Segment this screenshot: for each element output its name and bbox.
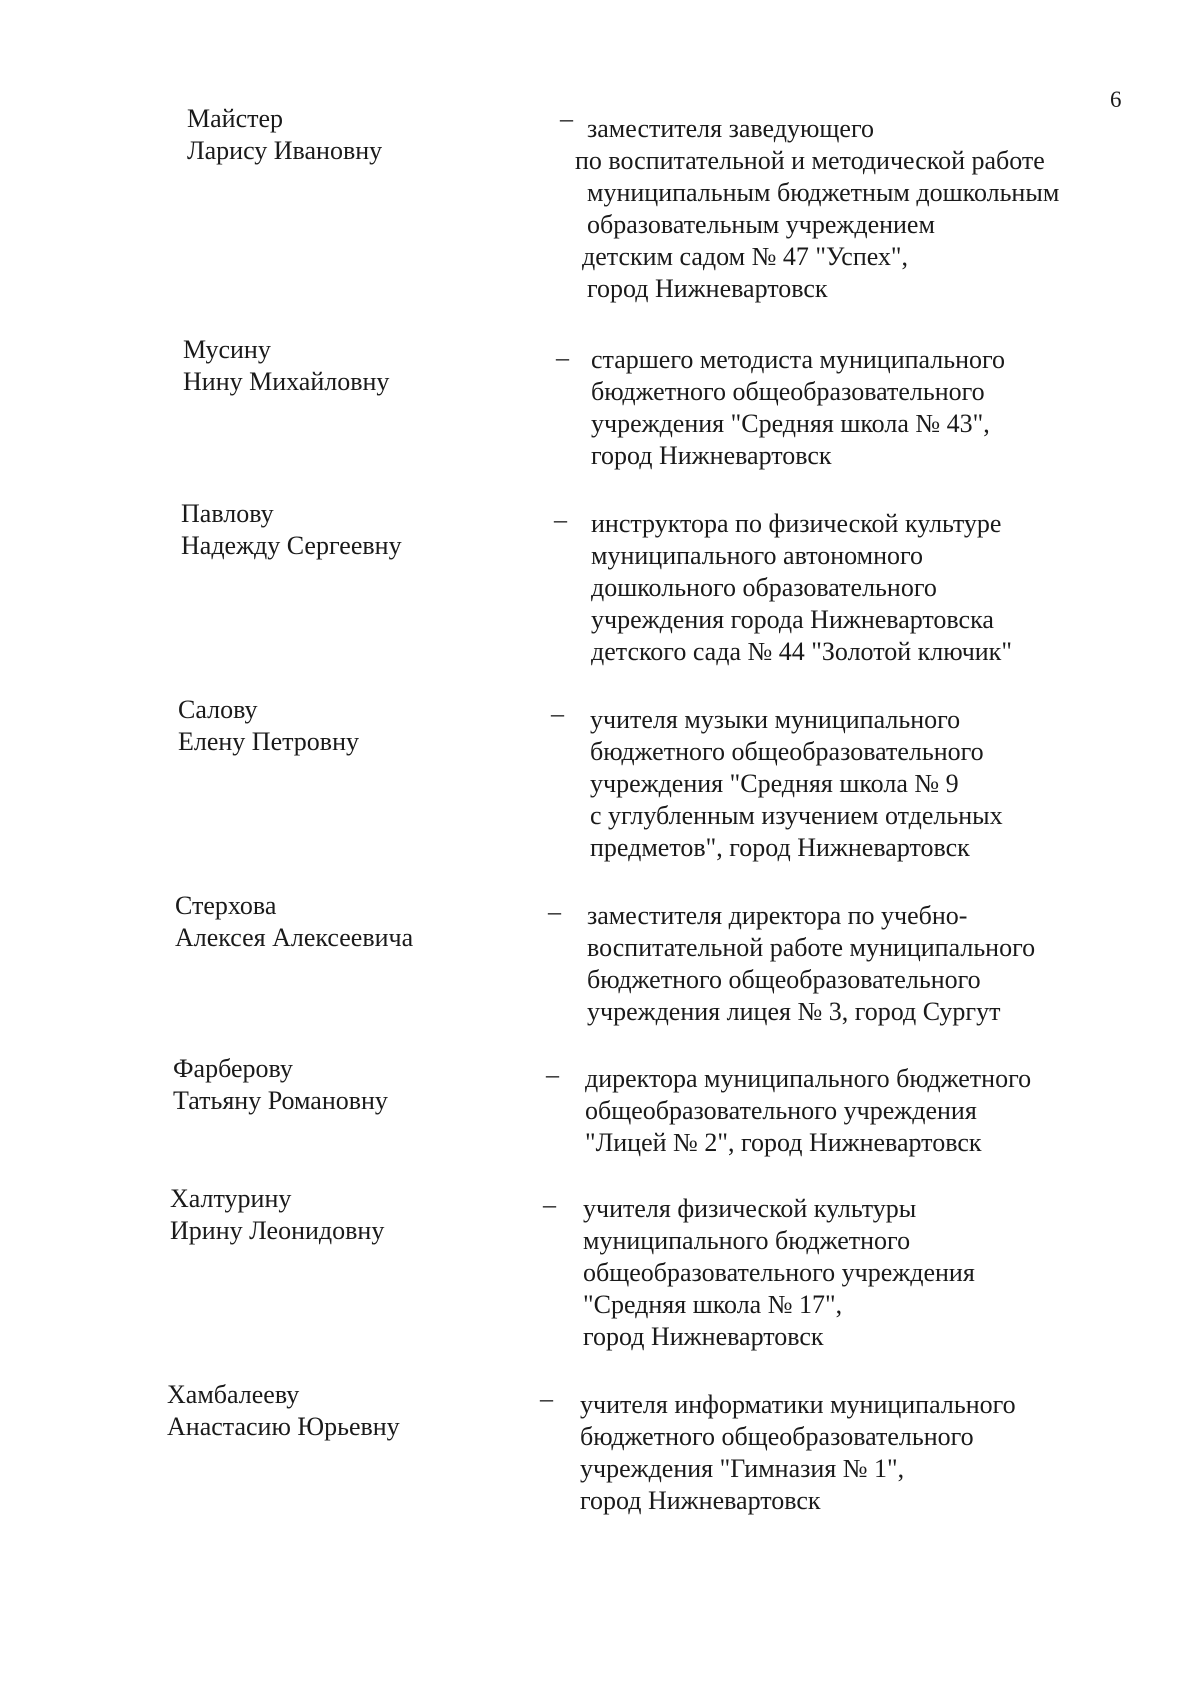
given-names: Татьяну Романовну	[173, 1086, 388, 1115]
separator-dash: –	[556, 343, 569, 372]
separator-dash: –	[551, 699, 564, 728]
description-line: общеобразовательного учреждения	[585, 1096, 977, 1125]
surname: Павлову	[181, 499, 274, 528]
description-line: детским садом № 47 "Успех",	[582, 242, 909, 271]
given-names: Надежду Сергеевну	[181, 531, 402, 560]
person-name	[183, 334, 543, 398]
description-line: старшего методиста муниципального	[591, 345, 1006, 374]
description-line: предметов", город Нижневартовск	[590, 833, 970, 862]
person-name	[167, 1379, 527, 1443]
description-line: учреждения "Средняя школа № 9	[590, 769, 959, 798]
appointment-entry	[178, 694, 1200, 894]
position-description	[583, 1193, 1123, 1353]
position-description	[591, 344, 1131, 472]
description-line: бюджетного общеобразовательного	[587, 965, 981, 994]
person-name	[170, 1183, 530, 1247]
appointment-entry	[167, 1379, 1200, 1579]
description-line: общеобразовательного учреждения	[583, 1258, 975, 1287]
description-line: муниципального бюджетного	[583, 1226, 911, 1255]
given-names: Ларису Ивановну	[187, 136, 383, 165]
appointment-entry	[170, 1183, 1200, 1383]
description-line: дошкольного образовательного	[591, 573, 937, 602]
description-line: учреждения "Гимназия № 1",	[580, 1454, 905, 1483]
description-line: бюджетного общеобразовательного	[591, 377, 985, 406]
description-line: бюджетного общеобразовательного	[580, 1422, 974, 1451]
position-description	[585, 1063, 1125, 1159]
person-name	[175, 890, 535, 954]
description-line: воспитательной работе муниципального	[587, 933, 1036, 962]
position-description	[587, 900, 1127, 1028]
description-line: детского сада № 44 "Золотой ключик"	[591, 637, 1012, 666]
surname: Стерхова	[175, 891, 277, 920]
separator-dash: –	[543, 1190, 556, 1219]
appointment-entry	[187, 103, 1200, 303]
given-names: Нину Михайловну	[183, 367, 390, 396]
separator-dash: –	[548, 897, 561, 926]
person-name	[173, 1053, 533, 1117]
person-name	[187, 103, 547, 167]
position-description	[575, 113, 1127, 305]
person-name	[181, 498, 541, 562]
description-line: город Нижневартовск	[583, 1322, 824, 1351]
description-line: учреждения "Средняя школа № 43",	[591, 409, 990, 438]
description-line: "Лицей № 2", город Нижневартовск	[585, 1128, 982, 1157]
person-name	[178, 694, 538, 758]
separator-dash: –	[560, 104, 573, 133]
given-names: Алексея Алексеевича	[175, 923, 414, 952]
description-line: учителя музыки муниципального	[590, 705, 961, 734]
surname: Салову	[178, 695, 258, 724]
description-line: учителя физической культуры	[583, 1194, 917, 1223]
surname: Мусину	[183, 335, 271, 364]
page-number: 6	[1110, 87, 1122, 112]
description-line: заместителя заведующего	[587, 114, 874, 143]
appointment-entry	[181, 498, 1200, 698]
separator-dash: –	[540, 1384, 553, 1413]
separator-dash: –	[546, 1060, 559, 1089]
surname: Майстер	[187, 104, 284, 133]
description-line: директора муниципального бюджетного	[585, 1064, 1032, 1093]
given-names: Ирину Леонидовну	[170, 1216, 385, 1245]
position-description	[591, 508, 1131, 668]
given-names: Елену Петровну	[178, 727, 359, 756]
surname: Хамбалееву	[167, 1380, 300, 1409]
surname: Халтурину	[170, 1184, 292, 1213]
description-line: город Нижневартовск	[591, 441, 832, 470]
description-line: учреждения лицея № 3, город Сургут	[587, 997, 1001, 1026]
position-description	[590, 704, 1130, 864]
description-line: заместителя директора по учебно-	[587, 901, 968, 930]
description-line: с углубленным изучением отдельных	[590, 801, 1003, 830]
description-line: по воспитательной и методической работе	[575, 146, 1045, 175]
description-line: учреждения города Нижневартовска	[591, 605, 994, 634]
position-description	[580, 1389, 1120, 1517]
separator-dash: –	[554, 505, 567, 534]
description-line: учителя информатики муниципального	[580, 1390, 1016, 1419]
description-line: город Нижневартовск	[580, 1486, 821, 1515]
description-line: "Средняя школа № 17",	[583, 1290, 843, 1319]
description-line: инструктора по физической культуре	[591, 509, 1002, 538]
description-line: муниципальным бюджетным дошкольным	[587, 178, 1060, 207]
description-line: город Нижневартовск	[587, 274, 828, 303]
description-line: муниципального автономного	[591, 541, 924, 570]
description-line: бюджетного общеобразовательного	[590, 737, 984, 766]
surname: Фарберову	[173, 1054, 293, 1083]
description-line: образовательным учреждением	[587, 210, 935, 239]
given-names: Анастасию Юрьевну	[167, 1412, 400, 1441]
